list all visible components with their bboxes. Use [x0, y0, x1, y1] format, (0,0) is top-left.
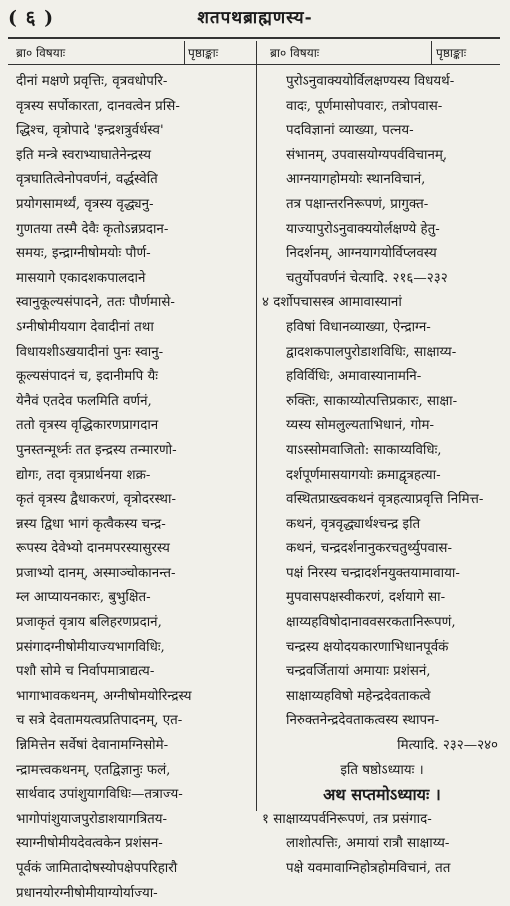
- text-line: चतुर्योपवर्णनं चेत्यादि. २१६—२३२: [286, 270, 448, 286]
- text-line: प्रयोगसामर्थ्यं, वृत्रस्य वृद्ध्यनु-: [16, 196, 154, 212]
- right-column-label: ब्रा० विषयाः: [270, 46, 320, 60]
- text-line: प्रजाभ्यो दानम्, अस्माञ्चोकानन्त-: [16, 565, 176, 581]
- text-line: आग्नयागहोमयोः स्थानविचानं,: [286, 172, 426, 188]
- text-line: रुक्तिः, साकाय्योत्पत्तिप्रकारः, साक्षा-: [286, 393, 458, 409]
- text-line: वृत्रस्य सर्पोकारता, दानवत्वेन प्रसि-: [16, 98, 180, 114]
- text-line: य्यस्य सोमलुल्यताभिधानं, गोम-: [286, 418, 435, 434]
- text-line: वादः, पूर्णमासोपवारः, तत्रोपवास-: [286, 98, 443, 114]
- text-line: ऽग्नीषोमीययाग देवादीनां तथा: [16, 319, 154, 335]
- text-line: मित्यादि. २३२—२४०: [397, 738, 498, 754]
- text-line: म्ल आप्यायनकारः, बुभुक्षित-: [16, 590, 151, 606]
- text-line: पुरोऽनुवाक्ययोर्विलक्षण्यस्य विधयर्थ-: [286, 74, 455, 89]
- left-column-page-label: पृष्ठाङ्काः: [188, 46, 219, 60]
- text-line: न्नस्य द्विधा भागं कृत्वैकस्य चन्द्र-: [16, 516, 166, 532]
- text-line: कृतं वृत्रस्य द्वैधाकरणं, वृत्रोदरस्था-: [16, 492, 176, 508]
- text-line: १ साक्षाय्यपर्वनिरूपणं, तत्र प्रसंगाद-: [262, 811, 432, 827]
- text-line: निदर्शनम्, आग्नयागयोर्विप्लवस्य: [286, 246, 437, 262]
- text-line: दीनां मक्षणे प्रवृत्तिः, वृत्रवधोपरि-: [16, 74, 168, 89]
- right-header-divider: [431, 41, 432, 64]
- text-line: तत्र पक्षान्तरनिरूपणं, प्रागुक्त-: [286, 196, 429, 212]
- text-line: निरुक्तनेन्द्रदेवताकत्वस्य स्थापन-: [286, 713, 440, 729]
- right-column-page-label: पृष्ठाङ्काः: [436, 46, 467, 60]
- text-line: हविषां विधानव्याख्या, ऐन्द्राग्न-: [286, 319, 431, 335]
- text-line: न्द्रामत्त्वकथनम्, एतद्विज्ञानुः फलं,: [16, 762, 171, 778]
- text-line: साक्षाय्यहविषो महेन्द्रदेवताकत्वे: [286, 688, 431, 704]
- text-line: कूल्यसंपादनं च, इदानीमपि यैः: [16, 369, 158, 385]
- text-line: याऽस्सोमवाजितो: साकाय्यविधिः,: [286, 442, 442, 458]
- text-line: दर्शपूर्णमासयागयोः क्रमाद्वृत्रहत्या-: [286, 467, 441, 483]
- text-line: इति मन्त्रे स्वराभ्याघातेनेन्द्रस्य: [16, 147, 152, 163]
- text-line: चन्द्रस्य क्षयोदयकारणाभिधानपूर्वकं: [286, 639, 449, 655]
- text-line: क्षाय्यहविषोदानाववसरकतानिरूपणं,: [286, 615, 456, 631]
- text-line: इति षष्ठोऽध्यायः ।: [340, 762, 424, 778]
- text-line: भागाभावकथनम्, अग्नीषोमयोरिन्द्रस्य: [16, 688, 192, 704]
- text-line: च सत्रे देवतामयत्वप्रतिपादनम्, एत-: [16, 713, 183, 729]
- right-column: [262, 70, 502, 882]
- text-line: रूपस्य देवेभ्यो दानमपरस्यासुरस्य: [16, 541, 170, 557]
- text-line: कथनं, वृत्रवृद्ध्यार्थश्चन्द्र इति: [286, 516, 421, 532]
- text-line: विधायशीऽखयादीनां पुनः स्वानु-: [16, 344, 164, 360]
- text-line: प्रजाकृतं वृत्राय बलिहरणप्रदानं,: [16, 615, 162, 631]
- text-line: वृत्रघातित्वेनोपवर्णनं, वर्द्धस्वेति: [16, 172, 158, 188]
- text-line: येनैवं एतदेव फलमिति वर्णनं,: [16, 393, 152, 409]
- column-header-rule: [8, 64, 500, 65]
- text-line: गुणतया तस्मै देवैः कृतोऽन्नप्रदान-: [16, 221, 169, 237]
- text-line: चन्द्रवर्जितायां अमायाः प्रशंसनं,: [286, 664, 431, 680]
- text-line: भागोपांशुयाजपुरोडाशयागत्रितय-: [16, 811, 168, 827]
- text-line: कथनं, चन्द्रदर्शनानुकरचतुर्थ्युपवास-: [286, 541, 453, 557]
- text-line: सार्थवाद उपांशुयागविधिः—तत्राज्य-: [16, 787, 183, 803]
- text-line: प्रसंगादग्नीषोमीयाज्यभागविधिः,: [16, 639, 165, 655]
- page-number: ( ६ ): [8, 7, 55, 29]
- text-line: पक्षे यवमावाग्निहोत्रहोमविचानं, तत: [286, 861, 451, 876]
- left-column-label: ब्रा० विषयाः: [16, 46, 66, 60]
- text-line: स्वानुकूल्यसंपादने, ततः पौर्णमासे-: [16, 295, 175, 311]
- text-line: याज्यापुरोऽनुवाक्ययोर्लक्षण्ये हेतु-: [286, 221, 440, 237]
- text-line: समयः, इन्द्राग्नीषोमयोः पौर्ण-: [16, 246, 151, 262]
- text-line: वस्थितप्राख्त्वकथनं वृत्रहत्याप्रवृत्ति निमित्त-: [286, 492, 484, 508]
- header-rule: [8, 37, 500, 39]
- text-line: द्वादशकपालपुरोडाशविधिः, साक्षाय्य-: [286, 344, 457, 360]
- text-line: पुनस्तन्मूर्ध्नः तत इन्द्रस्य तन्मारणो-: [16, 442, 177, 458]
- text-line: ततो वृत्रस्य वृद्धिकारणप्रागदान: [16, 418, 159, 434]
- text-line: द्योगः, तदा वृत्रप्रार्थनया शक्र-: [16, 467, 151, 483]
- text-line: अथ सप्तमोऽध्यायः ।: [323, 785, 441, 805]
- text-line: न्निमित्तेन सर्वेषां देवानामग्निसोमे-: [16, 738, 169, 754]
- left-column: [16, 70, 248, 906]
- running-title: शतपथब्राह्मणस्य-: [197, 8, 313, 28]
- text-line: स्याग्नीषोमीयदेवत्वकेन प्रशंसन-: [16, 836, 163, 852]
- text-line: मासयागे एकादशकपालदाने: [16, 270, 146, 286]
- left-header-divider: [184, 41, 185, 64]
- text-line: मुपवासपक्षस्वीकरणं, दर्शयागे सा-: [286, 590, 446, 606]
- text-line: संभानम्, उपवासयोग्यपर्वविचानम्,: [286, 147, 448, 163]
- text-line: द्धिश्च, वृत्रोपादे 'इन्द्रशत्रुर्वर्धस्व': [16, 123, 164, 139]
- text-line: पदविज्ञानां व्याख्या, पत्नय-: [286, 123, 414, 139]
- column-divider: [256, 41, 257, 811]
- text-line: प्रधानयोरग्नीषोमीयाग्योर्याज्या-: [16, 885, 158, 901]
- text-line: पशौ सोमे च निर्वापमात्राद्यत्य-: [16, 664, 155, 680]
- text-line: लाशोत्पत्तिः, अमायां रात्रौ साक्षाय्य-: [286, 836, 450, 852]
- text-line: हविर्विधिः, अमावास्यानामनि-: [286, 369, 422, 385]
- text-line: पक्षं निरस्य चन्द्रादर्शनयुक्तयामावाया-: [286, 565, 460, 581]
- text-line: पूर्वकं जामितादोषस्योपक्षेपपरिहारौ: [16, 861, 178, 876]
- text-line: ४ दर्शोपचासस्त्र आमावास्यानां: [262, 295, 402, 311]
